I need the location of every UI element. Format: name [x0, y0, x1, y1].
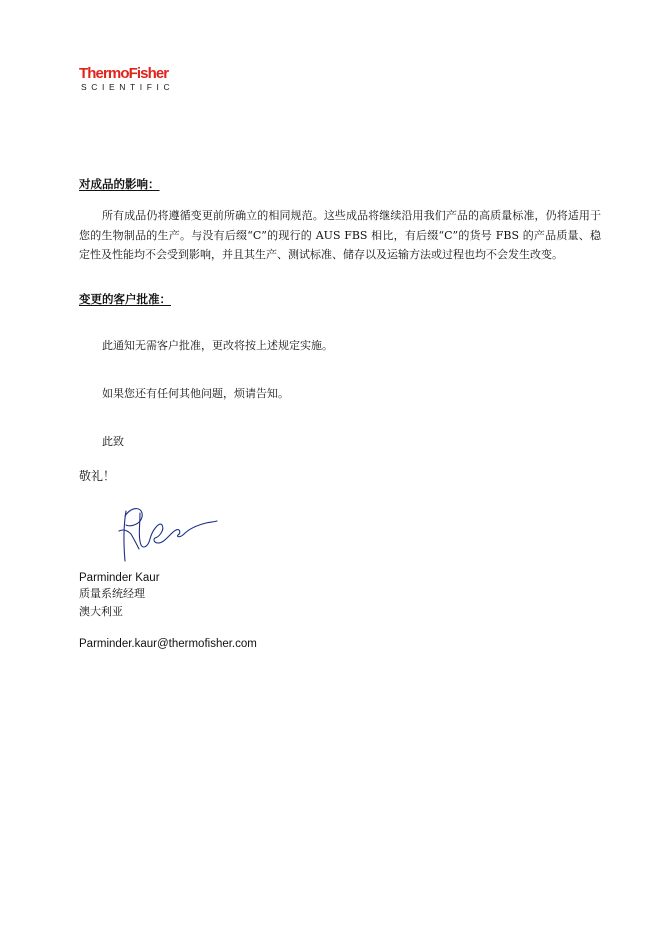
regards-text: 敬礼！	[79, 469, 116, 483]
signer-title: 质量系统经理	[79, 587, 145, 600]
questions-statement: 如果您还有任何其他问题，烦请告知。	[102, 387, 289, 400]
heading-customer-approval: 变更的客户批准：	[79, 292, 171, 306]
handwritten-signature	[110, 503, 225, 565]
closing-salutation: 此致	[102, 435, 124, 448]
heading-impact-on-products: 对成品的影响：	[79, 177, 160, 191]
logo-sub-text: SCIENTIFIC	[81, 82, 175, 92]
signer-location: 澳大利亚	[79, 605, 123, 618]
signer-email: Parminder.kaur@thermofisher.com	[79, 638, 257, 650]
logo-brand-text: ThermoFisher	[79, 65, 169, 82]
signer-name: Parminder Kaur	[79, 572, 160, 584]
company-logo	[79, 66, 199, 93]
approval-statement: 此通知无需客户批准，更改将按上述规定实施。	[102, 339, 333, 352]
impact-paragraph: 所有成品仍将遵循变更前所确立的相同规范。这些成品将继续沿用我们产品的高质量标准，仍将适用于您的生物制品的生产。与没有后缀“C”的现行的 AUS FBS 相比，有后缀“C”的货号 FBS 的产品质量、稳定性及性能均不会受到影响，并且其生产、测试标准、储存以及运输方法或过程也均不会发生改变。	[79, 209, 601, 261]
